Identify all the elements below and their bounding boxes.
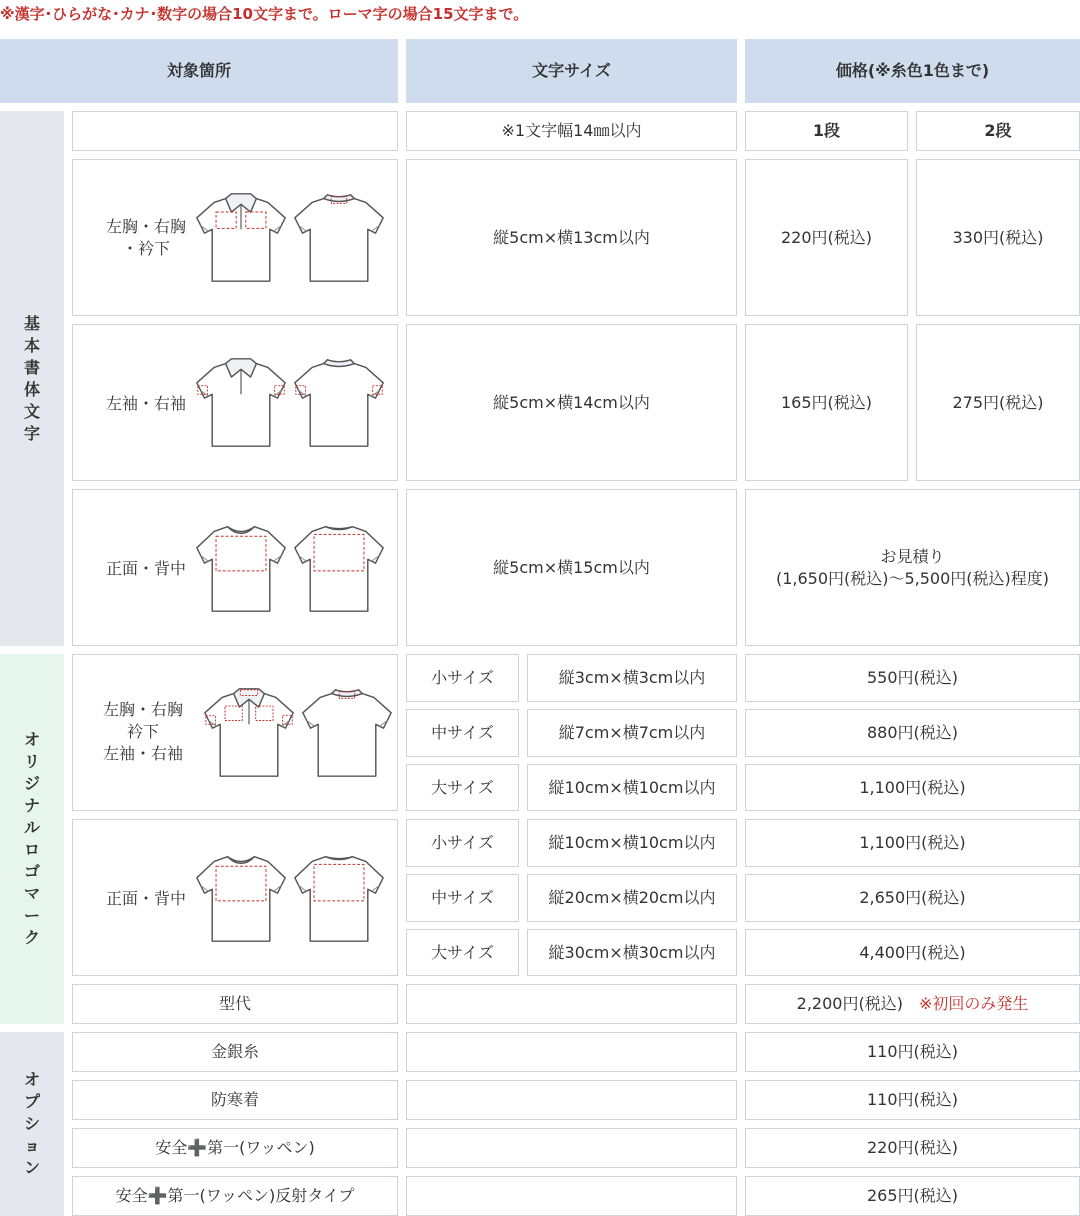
logo-g2-size-small: 小サイズ <box>406 819 519 867</box>
basic-row-chest-price2: 330円(税込) <box>916 159 1080 316</box>
logo-g2-size-large: 大サイズ <box>406 929 519 976</box>
basic-sub-size: ※1文字幅14㎜以内 <box>406 111 737 151</box>
polo-shirt-front-icon <box>193 182 289 292</box>
basic-row-front-size: 縦5cm×横15cm以内 <box>406 489 737 646</box>
polo-shirt-front-icon <box>201 677 297 787</box>
basic-row-sleeve-price1: 165円(税込) <box>745 324 908 481</box>
polo-shirt-back-icon <box>299 677 395 787</box>
logo-g2-size-medium: 中サイズ <box>406 874 519 922</box>
logo-g2-dim-medium: 縦20cm×横20cm以内 <box>527 874 737 922</box>
basic-row-front-estimate: お見積り (1,650円(税込)〜5,500円(税込)程度) <box>745 489 1080 646</box>
logo-g1-price-large: 1,100円(税込) <box>745 764 1080 811</box>
tier1-header: 1段 <box>745 111 908 151</box>
logo-group2-location <box>72 819 398 976</box>
polo-shirt-back-icon <box>291 182 387 292</box>
option-empty <box>406 1176 737 1216</box>
option-gold-silver: 金銀糸 <box>72 1032 398 1072</box>
notice-text: ※漢字･ひらがな･カナ･数字の場合10文字まで。ローマ字の場合15文字まで。 <box>0 5 529 23</box>
basic-row-chest-size: 縦5cm×横13cm以内 <box>406 159 737 316</box>
logo-g1-price-small: 550円(税込) <box>745 654 1080 702</box>
option-empty <box>406 1032 737 1072</box>
place-label: 左胸・右胸 衿下 左袖・右袖 <box>102 700 183 763</box>
logo-g1-size-small: 小サイズ <box>406 654 519 702</box>
polo-shirt-front-icon <box>193 347 289 457</box>
section-label-logo: オ リ ジ ナ ル ロ ゴ マ ー ク <box>0 654 64 1024</box>
option-winter-wear-price: 110円(税込) <box>745 1080 1080 1120</box>
option-winter-wear: 防寒着 <box>72 1080 398 1120</box>
mold-fee-label: 型代 <box>72 984 398 1024</box>
place-label: 左袖・右袖 <box>105 394 186 413</box>
basic-subheader-empty <box>72 111 398 151</box>
option-safety-patch: 安全➕第一(ワッペン) <box>72 1128 398 1168</box>
logo-g1-price-medium: 880円(税込) <box>745 709 1080 757</box>
option-gold-silver-price: 110円(税込) <box>745 1032 1080 1072</box>
polo-shirt-back-icon <box>291 347 387 457</box>
place-label: 正面・背中 <box>105 559 186 578</box>
option-safety-patch-reflective: 安全➕第一(ワッペン)反射タイプ <box>72 1176 398 1216</box>
option-empty <box>406 1128 737 1168</box>
basic-row-chest-location <box>72 159 398 316</box>
header-size: 文字サイズ <box>406 39 737 103</box>
logo-g2-price-small: 1,100円(税込) <box>745 819 1080 867</box>
first-time-note: ※初回のみ発生 <box>918 994 1029 1013</box>
option-empty <box>406 1080 737 1120</box>
basic-row-chest-price1: 220円(税込) <box>745 159 908 316</box>
section-label-basic: 基 本 書 体 文 字 <box>0 111 64 646</box>
logo-g2-dim-small: 縦10cm×横10cm以内 <box>527 819 737 867</box>
logo-g2-dim-large: 縦30cm×横30cm以内 <box>527 929 737 976</box>
crew-shirt-back-icon <box>291 842 387 952</box>
logo-g2-price-medium: 2,650円(税込) <box>745 874 1080 922</box>
mold-fee-size-empty <box>406 984 737 1024</box>
logo-g1-size-large: 大サイズ <box>406 764 519 811</box>
logo-g1-dim-small: 縦3cm×横3cm以内 <box>527 654 737 702</box>
logo-group1-location <box>72 654 398 811</box>
option-safety-patch-reflective-price: 265円(税込) <box>745 1176 1080 1216</box>
crew-shirt-front-icon <box>193 512 289 622</box>
basic-row-sleeve-size: 縦5cm×横14cm以内 <box>406 324 737 481</box>
basic-row-sleeve-location <box>72 324 398 481</box>
place-label: 正面・背中 <box>105 889 186 908</box>
logo-g1-size-medium: 中サイズ <box>406 709 519 757</box>
mold-fee-price: 2,200円(税込) ※初回のみ発生 <box>745 984 1080 1024</box>
header-location: 対象箇所 <box>0 39 398 103</box>
place-label: 左胸・右胸 ・衿下 <box>105 217 186 258</box>
basic-row-sleeve-price2: 275円(税込) <box>916 324 1080 481</box>
logo-g2-price-large: 4,400円(税込) <box>745 929 1080 976</box>
tier2-header: 2段 <box>916 111 1080 151</box>
logo-g1-dim-large: 縦10cm×横10cm以内 <box>527 764 737 811</box>
section-label-options: オ プ シ ョ ン <box>0 1032 64 1216</box>
option-safety-patch-price: 220円(税込) <box>745 1128 1080 1168</box>
logo-g1-dim-medium: 縦7cm×横7cm以内 <box>527 709 737 757</box>
crew-shirt-front-icon <box>193 842 289 952</box>
crew-shirt-back-icon <box>291 512 387 622</box>
header-price: 価格(※糸色1色まで) <box>745 39 1080 103</box>
basic-row-front-location <box>72 489 398 646</box>
